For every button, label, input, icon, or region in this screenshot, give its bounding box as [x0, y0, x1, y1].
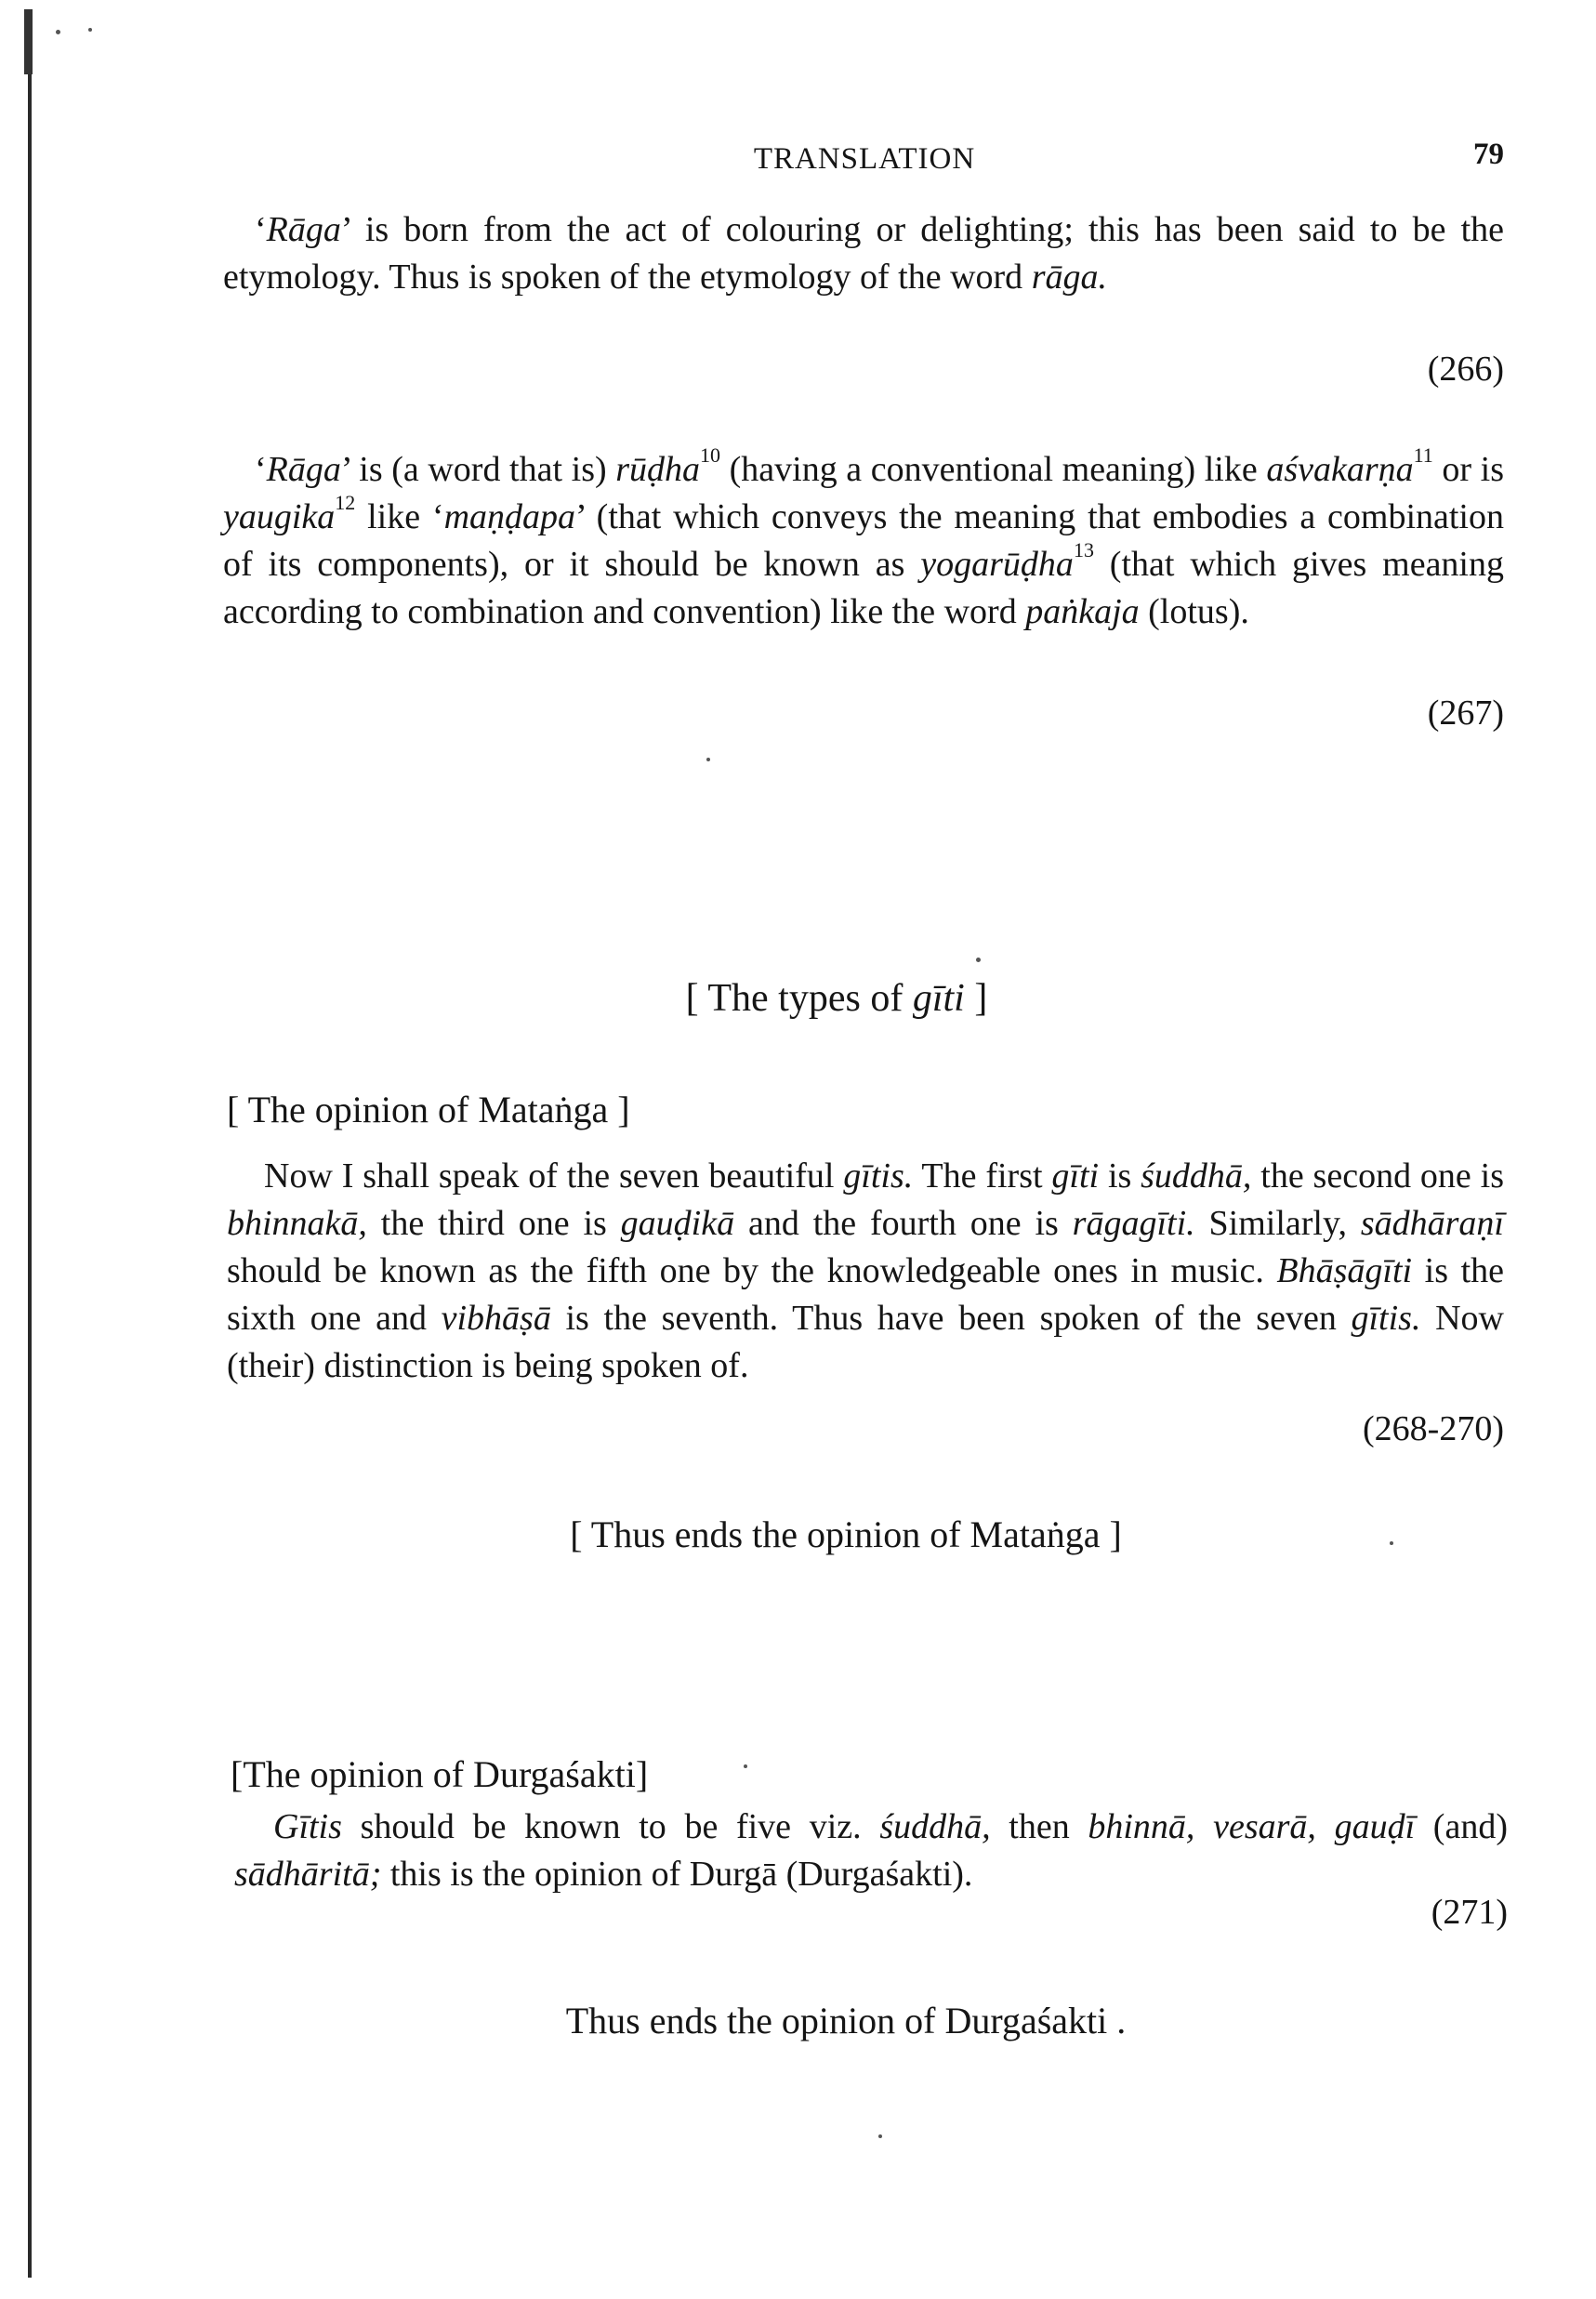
italic-term: vibhāṣā [441, 1299, 551, 1338]
footnote-marker: 12 [335, 491, 356, 514]
italic-term: bhinnā, vesarā, gauḍī [1088, 1807, 1416, 1846]
subheading-durgasakti: [The opinion of Durgaśakti] [231, 1753, 649, 1795]
text-run: should be known to be five viz. [341, 1807, 880, 1846]
paragraph-verse-271 [234, 1804, 1508, 1898]
text-run: ‘ [255, 210, 267, 249]
section-heading-types-of-giti [521, 976, 1153, 1021]
italic-term: gītis. [843, 1156, 914, 1196]
italic-term: yogarūḍha [920, 545, 1074, 584]
text-run: ‘ [255, 450, 267, 489]
scan-speck [706, 758, 710, 761]
text-run: ’ is (a word that is) [340, 450, 616, 489]
italic-term: śuddhā, [879, 1807, 991, 1846]
italic-term: rāgagīti. [1072, 1204, 1195, 1243]
italic-term: gīti [912, 977, 965, 1020]
footnote-marker: 13 [1073, 538, 1094, 562]
italic-term: rūḍha [615, 450, 701, 489]
text-run: like ‘ [355, 497, 444, 536]
page-binding-mark [24, 9, 33, 74]
text-run: (and) [1415, 1807, 1508, 1846]
italic-term: gauḍikā [620, 1204, 735, 1243]
page-number: 79 [1473, 138, 1504, 171]
text-run: should be known as the fifth one by the knowledgeable ones in music. [227, 1251, 1277, 1290]
page-binding-edge [28, 28, 32, 2278]
italic-term: aśvakarṇa [1266, 450, 1414, 489]
text-run: (lotus). [1139, 592, 1249, 631]
footnote-marker: 10 [700, 443, 721, 467]
scan-speck [88, 28, 92, 32]
verse-number-266: (266) [1427, 350, 1504, 389]
text-run: The first [913, 1156, 1052, 1196]
text-run: (that which gives meaning according to combination and convention) like the word [223, 545, 1504, 631]
text-run: is [1099, 1156, 1141, 1196]
italic-term: gīti [1051, 1156, 1100, 1196]
italic-term: maṇḍapa [443, 497, 576, 536]
text-run: Now (their) distinction is being spoken of. [227, 1299, 1504, 1385]
verse-number-271: (271) [1431, 1893, 1508, 1932]
italic-term: paṅkaja [1025, 592, 1140, 631]
italic-term: sādhāritā; [234, 1855, 382, 1894]
scan-speck [744, 1764, 747, 1768]
text-run: (having a conventional meaning) like [720, 450, 1267, 489]
text-run: Now I shall speak of the seven beautiful [264, 1156, 844, 1196]
italic-term: Bhāṣāgīti [1276, 1251, 1413, 1290]
italic-term: bhinnakā, [227, 1204, 367, 1243]
verse-number-268-270: (268-270) [1363, 1409, 1504, 1448]
paragraph-verse-267 [223, 443, 1505, 636]
italic-term: Rāga [266, 210, 341, 249]
italic-term: śuddhā, [1141, 1156, 1252, 1196]
text-run: is the seventh. Thus have been spoken of the seven [550, 1299, 1352, 1338]
closing-line-matanga: [ Thus ends the opinion of Mataṅga ] [570, 1513, 1122, 1555]
subheading-matanga: [ The opinion of Mataṅga ] [227, 1089, 630, 1130]
italic-term: Gītis [273, 1807, 342, 1846]
text-run: and the fourth one is [734, 1204, 1073, 1243]
text-run: the third one is [366, 1204, 621, 1243]
paragraph-verse-268-270 [227, 1153, 1504, 1390]
italic-term: Rāga [266, 450, 341, 489]
italic-term: gītis. [1351, 1299, 1421, 1338]
text-run: ’ is born from the act of colouring or delighting; this has been said to be the etymology. Thus is spoken of the etymology of the word [223, 210, 1504, 297]
italic-term: sādhāraṇī [1360, 1204, 1504, 1243]
italic-term: rāga. [1031, 258, 1107, 297]
footnote-marker: 11 [1413, 443, 1433, 467]
text-run: the second one is [1251, 1156, 1504, 1196]
scan-speck [878, 2134, 882, 2138]
text-run: Similarly, [1194, 1204, 1361, 1243]
text-run: then [990, 1807, 1088, 1846]
text-run: ’ (that which conveys the meaning that embodies a combination of its components), or it should be known as [223, 497, 1504, 584]
paragraph-verse-266 [223, 206, 1504, 301]
scan-speck [56, 30, 60, 34]
scan-speck [1390, 1541, 1393, 1545]
closing-line-durgasakti: Thus ends the opinion of Durgaśakti . [565, 2000, 1127, 2041]
text-run: is the sixth one and [227, 1251, 1504, 1338]
heading-text: [ The types of [685, 977, 913, 1020]
text-run: this is the opinion of Durgā (Durgaśakti). [381, 1855, 973, 1894]
italic-term: yaugika [223, 497, 336, 536]
text-run: or is [1432, 450, 1505, 489]
running-header-title: TRANSLATION [753, 142, 976, 176]
scan-speck [976, 958, 981, 962]
verse-number-267: (267) [1427, 694, 1504, 733]
heading-text: ] [964, 977, 988, 1020]
